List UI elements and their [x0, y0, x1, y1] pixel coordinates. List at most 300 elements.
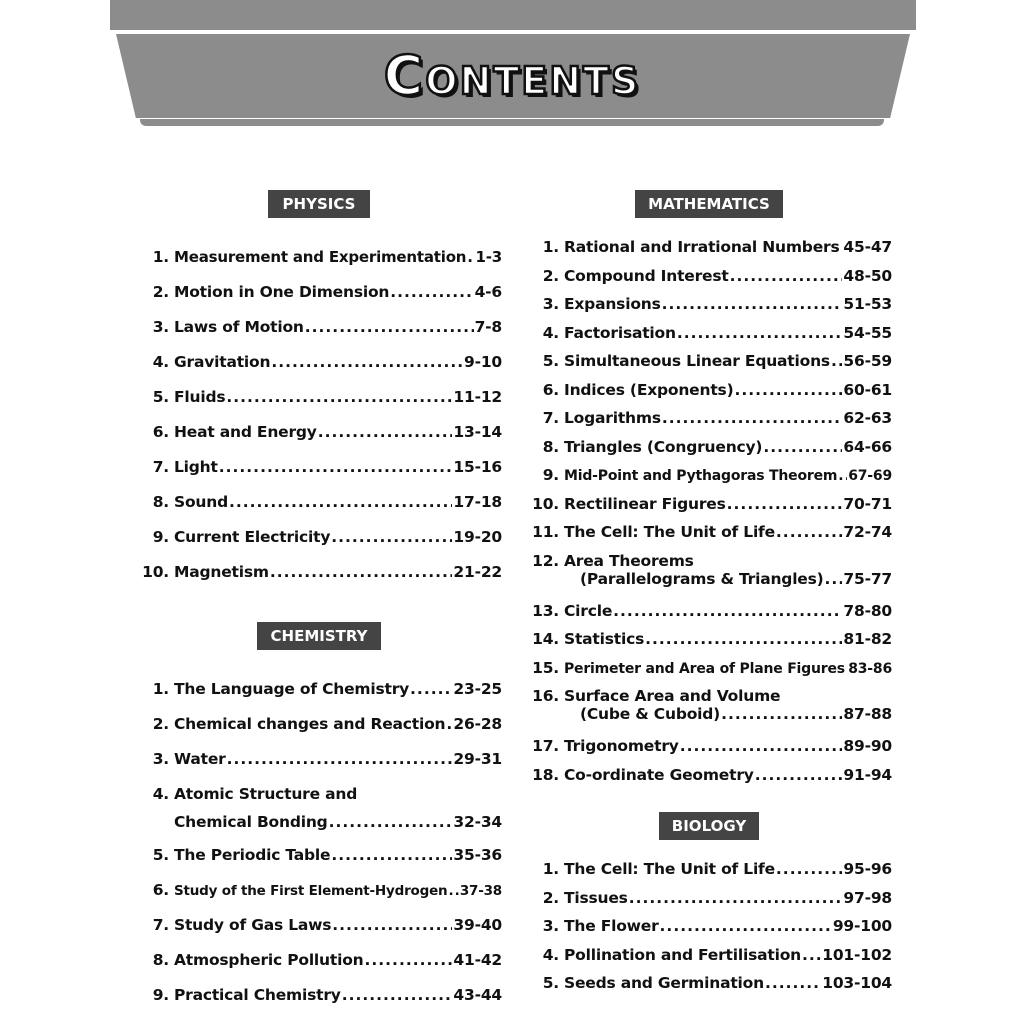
- entry-number: 6.: [542, 380, 559, 399]
- entry-title-line: [564, 381, 892, 399]
- entry-body: [174, 951, 502, 969]
- entry-body: [564, 917, 892, 935]
- toc-entry: [526, 552, 892, 602]
- entry-number: 3.: [542, 295, 559, 313]
- toc-entry: [136, 750, 502, 785]
- toc-entry: [136, 458, 502, 493]
- entry-number: 1.: [152, 680, 169, 698]
- entry-body: [564, 352, 892, 370]
- biology-entries: [526, 860, 892, 1003]
- toc-entry: [526, 860, 892, 889]
- entry-title-line: [174, 388, 502, 406]
- entry-number: 3.: [542, 917, 559, 935]
- entry-body: [174, 785, 502, 831]
- entry-title: Compound Interest: [564, 266, 729, 285]
- dot-leader: [448, 883, 458, 899]
- entry-title: Chemical changes and Reaction: [174, 715, 446, 733]
- entry-number: 4.: [542, 323, 559, 342]
- toc-entry: [136, 423, 502, 458]
- entry-pages: 23-25: [453, 680, 502, 698]
- entry-number: 5.: [542, 352, 559, 370]
- entry-body: [174, 388, 502, 406]
- entry-title-line: [564, 324, 892, 342]
- entry-title: Light: [174, 458, 218, 476]
- dot-leader: [734, 381, 842, 399]
- entry-body: [564, 468, 892, 484]
- toc-entry: [136, 846, 502, 881]
- dot-leader: [838, 468, 847, 484]
- entry-body: [564, 889, 892, 907]
- entry-title: Laws of Motion: [174, 318, 304, 336]
- entry-body: [174, 750, 502, 768]
- dot-leader: [727, 495, 843, 513]
- entry-body: [564, 409, 892, 427]
- entry-title-line: [564, 238, 892, 256]
- section-header-physics: PHYSICS: [268, 190, 370, 218]
- entry-number: 7.: [152, 916, 169, 934]
- entry-body: [564, 737, 892, 755]
- entry-number: 1.: [542, 860, 559, 878]
- dot-leader: [331, 846, 452, 864]
- entry-title-line: [174, 248, 502, 266]
- entry-title-line: [564, 687, 892, 705]
- section-header-biology: BIOLOGY: [659, 812, 759, 840]
- entry-pages: 64-66: [843, 437, 892, 456]
- dot-leader: [271, 353, 463, 371]
- dot-leader: [332, 916, 452, 934]
- entry-number: 10.: [532, 494, 559, 513]
- mathematics-entries: [526, 238, 892, 794]
- entry-pages: 99-100: [832, 917, 892, 935]
- entry-title-line: [174, 883, 502, 899]
- toc-entry: [526, 917, 892, 946]
- dot-leader: [467, 248, 474, 266]
- entry-pages: 9-10: [464, 353, 502, 371]
- entry-title-line: [174, 813, 502, 831]
- left-column: [136, 190, 502, 1017]
- toc-entry: [526, 295, 892, 324]
- dot-leader: [410, 680, 452, 698]
- entry-title: Logarithms: [564, 409, 661, 427]
- dot-leader: [390, 283, 473, 301]
- mathematics-section: [526, 190, 892, 794]
- entry-pages: 43-44: [453, 986, 502, 1004]
- entry-title-line: [174, 353, 502, 371]
- toc-entry: [136, 493, 502, 528]
- entry-title: Trigonometry: [564, 737, 679, 755]
- entry-title-line: [564, 860, 892, 878]
- toc-entry: [526, 523, 892, 552]
- entry-title-line: [564, 352, 892, 370]
- entry-pages: 17-18: [453, 493, 502, 511]
- entry-pages: 1-3: [475, 248, 502, 266]
- entry-pages: 21-22: [453, 563, 502, 581]
- entry-title-continued: (Parallelograms & Triangles): [580, 569, 824, 588]
- dot-leader: [446, 715, 452, 733]
- toc-entry: [526, 630, 892, 659]
- entry-number: 13.: [532, 601, 559, 620]
- toc-entry: [136, 951, 502, 986]
- entry-body: [174, 353, 502, 371]
- entry-title-line: [174, 528, 502, 546]
- entry-title: The Flower: [564, 917, 659, 935]
- entry-number: 4.: [152, 785, 169, 803]
- entry-title-line: [564, 570, 892, 588]
- dot-leader: [613, 602, 842, 620]
- entry-title-line: [564, 468, 892, 484]
- entry-body: [564, 974, 892, 992]
- entry-title: Current Electricity: [174, 528, 331, 546]
- entry-body: [564, 381, 892, 399]
- toc-entry: [136, 916, 502, 951]
- dot-leader: [227, 750, 453, 768]
- dot-leader: [680, 737, 843, 755]
- toc-entry: [136, 881, 502, 916]
- entry-body: [564, 661, 892, 677]
- entry-body: [564, 295, 892, 313]
- toc-entry: [136, 986, 502, 1017]
- dot-leader: [840, 238, 842, 256]
- biology-section: [526, 812, 892, 1003]
- entry-pages: 72-74: [843, 523, 892, 541]
- entry-title-line: [174, 916, 502, 934]
- entry-title-continued: (Cube & Cuboid): [580, 705, 721, 723]
- dot-leader: [802, 946, 821, 964]
- entry-number: 8.: [542, 437, 559, 456]
- entry-pages: 78-80: [843, 601, 892, 620]
- entry-pages: 70-71: [843, 494, 892, 513]
- entry-number: 16.: [532, 687, 559, 705]
- dot-leader: [629, 889, 843, 907]
- toc-entry: [136, 563, 502, 598]
- banner-top-strip: [110, 0, 916, 30]
- entry-pages: 89-90: [843, 737, 892, 755]
- toc-entry: [526, 381, 892, 410]
- entry-title-line: [174, 563, 502, 581]
- toc-entry: [136, 785, 502, 846]
- entry-title: Rectilinear Figures: [564, 494, 726, 513]
- entry-title: Statistics: [564, 630, 645, 648]
- entry-title: Atmospheric Pollution: [174, 951, 364, 969]
- entry-body: [174, 423, 502, 441]
- entry-title: Rational and Irrational Numbers: [564, 238, 840, 256]
- entry-pages: 97-98: [843, 888, 892, 907]
- entry-body: [174, 318, 502, 336]
- entry-body: [564, 552, 892, 588]
- entry-title-line: [174, 680, 502, 698]
- entry-body: [174, 283, 502, 301]
- entry-title: Magnetism: [174, 563, 269, 581]
- toc-entry: [136, 680, 502, 715]
- dot-leader: [721, 705, 842, 723]
- entry-number: 3.: [152, 750, 169, 768]
- chemistry-section: [136, 622, 502, 1017]
- entry-title-line: [564, 705, 892, 723]
- physics-section: [136, 190, 502, 598]
- dot-leader: [831, 352, 842, 370]
- entry-number: 18.: [532, 765, 559, 784]
- entry-title-line: [174, 493, 502, 511]
- entry-number: 5.: [542, 974, 559, 992]
- entry-pages: 39-40: [453, 916, 502, 934]
- toc-entry: [136, 318, 502, 353]
- entry-title: Fluids: [174, 388, 226, 406]
- dot-leader: [270, 563, 453, 581]
- entry-number: 7.: [152, 458, 169, 476]
- entry-number: 2.: [542, 888, 559, 907]
- entry-number: 5.: [152, 388, 169, 406]
- entry-pages: 91-94: [843, 765, 892, 784]
- entry-number: 6.: [152, 881, 169, 899]
- dot-leader: [776, 860, 843, 878]
- entry-number: 8.: [152, 493, 169, 511]
- entry-body: [564, 523, 892, 541]
- entry-body: [564, 267, 892, 285]
- entry-pages: 15-16: [453, 458, 502, 476]
- entry-body: [564, 687, 892, 723]
- entry-title-line: [174, 715, 502, 733]
- entry-number: 1.: [542, 238, 559, 256]
- toc-entry: [526, 466, 892, 495]
- entry-number: 9.: [152, 986, 169, 1004]
- entry-title: Gravitation: [174, 353, 271, 371]
- toc-entry: [136, 528, 502, 563]
- dot-leader: [765, 974, 821, 992]
- entry-title: Sound: [174, 493, 228, 511]
- dot-leader: [662, 409, 843, 427]
- toc-entry: [526, 659, 892, 688]
- entry-number: 4.: [542, 945, 559, 964]
- entry-title-line: [564, 267, 892, 285]
- dot-leader: [755, 766, 843, 784]
- entry-number: 8.: [152, 951, 169, 969]
- entry-title-line: [564, 295, 892, 313]
- entry-title: Study of Gas Laws: [174, 916, 332, 934]
- dot-leader: [331, 528, 452, 546]
- entry-body: [564, 860, 892, 878]
- entry-title-line: [174, 785, 502, 803]
- entry-title: The Cell: The Unit of Life: [564, 860, 775, 878]
- entry-title-line: [174, 750, 502, 768]
- entry-title-line: [564, 974, 892, 992]
- dot-leader: [825, 570, 843, 588]
- entry-body: [564, 946, 892, 964]
- entry-title: Measurement and Experimentation: [174, 248, 467, 266]
- entry-title-line: [564, 766, 892, 784]
- entry-number: 11.: [532, 523, 559, 541]
- entry-title-line: [564, 889, 892, 907]
- entry-body: [174, 846, 502, 864]
- entry-title: The Cell: The Unit of Life: [564, 523, 775, 541]
- entry-pages: 7-8: [474, 318, 502, 336]
- dot-leader: [219, 458, 453, 476]
- entry-title: Simultaneous Linear Equations: [564, 352, 830, 370]
- entry-pages: 62-63: [843, 409, 892, 427]
- entry-pages: 51-53: [843, 295, 892, 313]
- entry-title-line: [564, 495, 892, 513]
- entry-title: Atomic Structure and: [174, 785, 358, 803]
- entry-title-line: [174, 423, 502, 441]
- toc-entry: [526, 946, 892, 975]
- right-column: [526, 190, 892, 1003]
- toc-entry: [136, 248, 502, 283]
- toc-entry: [526, 602, 892, 631]
- physics-entries: [136, 248, 502, 598]
- entry-title: Factorisation: [564, 323, 676, 342]
- entry-title: Perimeter and Area of Plane Figures: [564, 660, 845, 677]
- section-header-chemistry: CHEMISTRY: [257, 622, 381, 650]
- entry-number: 3.: [152, 318, 169, 336]
- entry-title-line: [174, 846, 502, 864]
- entry-title-line: [564, 630, 892, 648]
- entry-pages: 87-88: [843, 705, 892, 723]
- entry-body: [564, 438, 892, 456]
- dot-leader: [662, 295, 843, 313]
- entry-title-line: [564, 661, 892, 677]
- entry-title-line: [564, 602, 892, 620]
- entry-title-line: [174, 283, 502, 301]
- entry-title-line: [564, 946, 892, 964]
- entry-title-line: [564, 552, 892, 570]
- entry-body: [174, 528, 502, 546]
- entry-title-line: [564, 438, 892, 456]
- dot-leader: [365, 951, 453, 969]
- toc-entry: [136, 353, 502, 388]
- chemistry-entries: [136, 680, 502, 1017]
- entry-body: [564, 602, 892, 620]
- entry-number: 9.: [152, 528, 169, 546]
- entry-body: [174, 458, 502, 476]
- toc-entry: [526, 438, 892, 467]
- entry-pages: 56-59: [843, 352, 892, 370]
- entry-title-line: [174, 986, 502, 1004]
- entry-body: [174, 563, 502, 581]
- entry-title: Tissues: [564, 888, 628, 907]
- dot-leader: [226, 388, 452, 406]
- entry-body: [174, 715, 502, 733]
- toc-entry: [526, 766, 892, 795]
- entry-number: 10.: [142, 563, 169, 581]
- toc-entry: [526, 238, 892, 267]
- entry-title: Circle: [564, 601, 613, 620]
- entry-title: The Periodic Table: [174, 846, 331, 864]
- entry-body: [174, 680, 502, 698]
- entry-title: Mid-Point and Pythagoras Theorem: [564, 468, 838, 484]
- entry-pages: 81-82: [843, 630, 892, 648]
- entry-pages: 67-69: [848, 468, 892, 484]
- toc-entry: [136, 283, 502, 318]
- dot-leader: [318, 423, 453, 441]
- entry-title: Co-ordinate Geometry: [564, 765, 754, 784]
- entry-title-line: [174, 951, 502, 969]
- entry-title-line: [564, 917, 892, 935]
- toc-entry: [526, 267, 892, 296]
- dot-leader: [776, 523, 843, 541]
- entry-title: Practical Chemistry: [174, 986, 341, 1004]
- entry-pages: 13-14: [453, 423, 502, 441]
- entry-title-line: [174, 458, 502, 476]
- entry-number: 6.: [152, 423, 169, 441]
- entry-number: 2.: [542, 266, 559, 285]
- entry-body: [174, 493, 502, 511]
- dot-leader: [305, 318, 474, 336]
- entry-pages: 95-96: [843, 860, 892, 878]
- entry-pages: 48-50: [843, 266, 892, 285]
- entry-number: 4.: [152, 353, 169, 371]
- entry-body: [174, 916, 502, 934]
- entry-pages: 11-12: [453, 388, 502, 406]
- banner-bottom-strip: [140, 119, 884, 126]
- dot-leader: [846, 661, 847, 677]
- section-header-mathematics: MATHEMATICS: [635, 190, 783, 218]
- dot-leader: [660, 917, 832, 935]
- entry-number: 15.: [532, 658, 559, 677]
- dot-leader: [342, 986, 453, 1004]
- entry-title: Water: [174, 750, 226, 768]
- toc-entry: [526, 352, 892, 381]
- toc-entry: [526, 737, 892, 766]
- entry-pages: 37-38: [459, 883, 502, 899]
- entry-body: [174, 986, 502, 1004]
- entry-body: [564, 766, 892, 784]
- entry-number: 9.: [542, 466, 559, 484]
- entry-pages: 29-31: [453, 750, 502, 768]
- entry-pages: 35-36: [453, 846, 502, 864]
- entry-pages: 83-86: [848, 660, 892, 677]
- toc-entry: [526, 974, 892, 1003]
- entry-pages: 19-20: [453, 528, 502, 546]
- entry-body: [564, 630, 892, 648]
- entry-body: [174, 883, 502, 899]
- dot-leader: [730, 267, 843, 285]
- entry-pages: 54-55: [843, 323, 892, 342]
- entry-title: Seeds and Germination: [564, 974, 764, 992]
- entry-title: Area Theorems: [564, 551, 694, 570]
- toc-entry: [526, 889, 892, 918]
- toc-entry: [136, 388, 502, 423]
- dot-leader: [645, 630, 842, 648]
- entry-title-line: [174, 318, 502, 336]
- entry-number: 14.: [532, 630, 559, 648]
- dot-leader: [677, 324, 843, 342]
- contents-banner: [0, 0, 1024, 130]
- entry-pages: 4-6: [474, 283, 502, 301]
- entry-body: [564, 495, 892, 513]
- entry-title: Surface Area and Volume: [564, 687, 781, 705]
- entry-title: Heat and Energy: [174, 423, 317, 441]
- entry-title: Expansions: [564, 295, 661, 313]
- entry-pages: 45-47: [843, 238, 892, 256]
- toc-entry: [526, 687, 892, 737]
- entry-title-line: [564, 409, 892, 427]
- entry-number: 17.: [532, 737, 559, 755]
- toc-entry: [526, 495, 892, 524]
- entry-title: Triangles (Congruency): [564, 437, 763, 456]
- entry-title-line: [564, 523, 892, 541]
- entry-title: Pollination and Fertilisation: [564, 945, 801, 964]
- entry-pages: 101-102: [822, 945, 892, 964]
- entry-title: Motion in One Dimension: [174, 283, 390, 301]
- entry-number: 1.: [152, 248, 169, 266]
- toc-entry: [136, 715, 502, 750]
- entry-body: [564, 324, 892, 342]
- entry-pages: 26-28: [453, 715, 502, 733]
- entry-pages: 32-34: [453, 813, 502, 831]
- dot-leader: [763, 438, 842, 456]
- entry-number: 7.: [542, 409, 559, 427]
- entry-body: [174, 248, 502, 266]
- entry-title: Indices (Exponents): [564, 380, 734, 399]
